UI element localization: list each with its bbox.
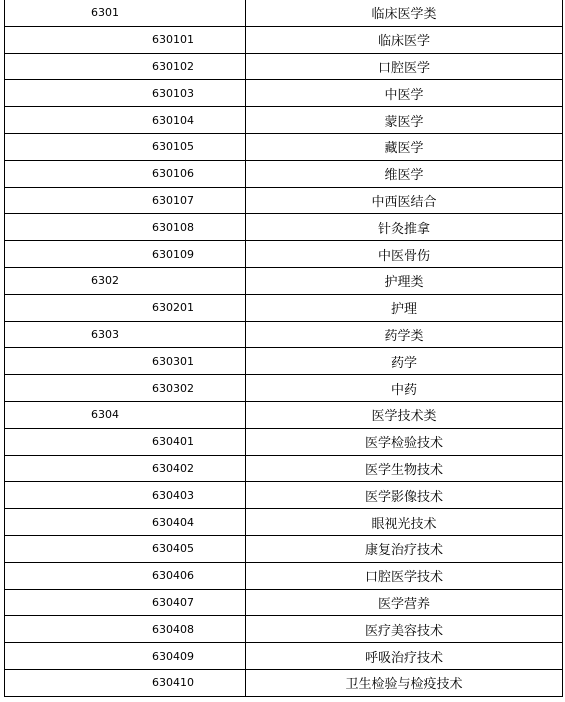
major-code: 630105 <box>152 140 194 154</box>
code-cell <box>5 616 246 643</box>
major-code: 630406 <box>152 569 194 583</box>
major-name: 蒙医学 <box>246 107 563 134</box>
major-code: 630109 <box>152 247 194 261</box>
code-cell <box>5 241 246 268</box>
major-row <box>5 107 563 134</box>
major-row <box>5 348 563 375</box>
major-row <box>5 535 563 562</box>
code-cell <box>5 294 246 321</box>
major-name: 医疗美容技术 <box>246 616 563 643</box>
major-name: 医学营养 <box>246 589 563 616</box>
major-name: 康复治疗技术 <box>246 535 563 562</box>
category-name: 药学类 <box>246 321 563 348</box>
major-name: 针灸推拿 <box>246 214 563 241</box>
category-row <box>5 401 563 428</box>
category-name: 医学技术类 <box>246 401 563 428</box>
major-code: 630103 <box>152 86 194 100</box>
major-code: 630301 <box>152 354 194 368</box>
major-code: 630101 <box>152 33 194 47</box>
major-code: 630102 <box>152 59 194 73</box>
code-cell <box>5 428 246 455</box>
major-code: 630410 <box>152 676 194 690</box>
major-row <box>5 294 563 321</box>
major-name: 中医学 <box>246 80 563 107</box>
code-cell <box>5 669 246 696</box>
code-cell <box>5 0 246 26</box>
major-row <box>5 241 563 268</box>
major-row <box>5 214 563 241</box>
code-cell <box>5 267 246 294</box>
code-cell <box>5 214 246 241</box>
major-name: 医学生物技术 <box>246 455 563 482</box>
major-row <box>5 80 563 107</box>
code-cell <box>5 482 246 509</box>
major-code: 630402 <box>152 461 194 475</box>
table-body <box>5 0 563 696</box>
major-code: 630408 <box>152 622 194 636</box>
major-name: 临床医学 <box>246 26 563 53</box>
major-name: 口腔医学技术 <box>246 562 563 589</box>
code-cell <box>5 455 246 482</box>
major-code: 630403 <box>152 488 194 502</box>
code-cell <box>5 535 246 562</box>
major-row <box>5 53 563 80</box>
major-row <box>5 589 563 616</box>
major-code: 630302 <box>152 381 194 395</box>
major-row <box>5 26 563 53</box>
major-row <box>5 455 563 482</box>
category-code: 6303 <box>91 327 119 341</box>
major-name: 中西医结合 <box>246 187 563 214</box>
code-cell <box>5 509 246 536</box>
category-row <box>5 321 563 348</box>
major-code: 630104 <box>152 113 194 127</box>
major-name: 卫生检验与检疫技术 <box>246 669 563 696</box>
major-name: 呼吸治疗技术 <box>246 643 563 670</box>
major-name: 藏医学 <box>246 133 563 160</box>
major-code: 630201 <box>152 301 194 315</box>
category-name: 护理类 <box>246 267 563 294</box>
major-row <box>5 669 563 696</box>
code-cell <box>5 133 246 160</box>
category-name: 临床医学类 <box>246 0 563 26</box>
major-code: 630405 <box>152 542 194 556</box>
major-name: 护理 <box>246 294 563 321</box>
major-name: 眼视光技术 <box>246 509 563 536</box>
major-name: 中医骨伤 <box>246 241 563 268</box>
code-cell <box>5 401 246 428</box>
code-cell <box>5 80 246 107</box>
major-row <box>5 643 563 670</box>
major-code: 630404 <box>152 515 194 529</box>
code-cell <box>5 26 246 53</box>
major-catalog-table <box>4 0 563 697</box>
category-code: 6302 <box>91 274 119 288</box>
major-name: 医学检验技术 <box>246 428 563 455</box>
code-cell <box>5 187 246 214</box>
major-row <box>5 482 563 509</box>
major-code: 630407 <box>152 595 194 609</box>
code-cell <box>5 160 246 187</box>
major-name: 医学影像技术 <box>246 482 563 509</box>
code-cell <box>5 589 246 616</box>
major-code: 630108 <box>152 220 194 234</box>
code-cell <box>5 643 246 670</box>
major-name: 维医学 <box>246 160 563 187</box>
major-code: 630401 <box>152 435 194 449</box>
major-code: 630409 <box>152 649 194 663</box>
major-row <box>5 562 563 589</box>
major-row <box>5 160 563 187</box>
major-name: 口腔医学 <box>246 53 563 80</box>
major-name: 中药 <box>246 375 563 402</box>
code-cell <box>5 107 246 134</box>
code-cell <box>5 348 246 375</box>
category-code: 6301 <box>91 6 119 20</box>
major-name: 药学 <box>246 348 563 375</box>
major-row <box>5 616 563 643</box>
category-row <box>5 267 563 294</box>
major-row <box>5 428 563 455</box>
major-row <box>5 187 563 214</box>
code-cell <box>5 375 246 402</box>
code-cell <box>5 562 246 589</box>
major-code: 630106 <box>152 167 194 181</box>
major-code: 630107 <box>152 193 194 207</box>
category-code: 6304 <box>91 408 119 422</box>
code-cell <box>5 321 246 348</box>
major-row <box>5 375 563 402</box>
code-cell <box>5 53 246 80</box>
major-row <box>5 509 563 536</box>
category-row <box>5 0 563 26</box>
major-row <box>5 133 563 160</box>
